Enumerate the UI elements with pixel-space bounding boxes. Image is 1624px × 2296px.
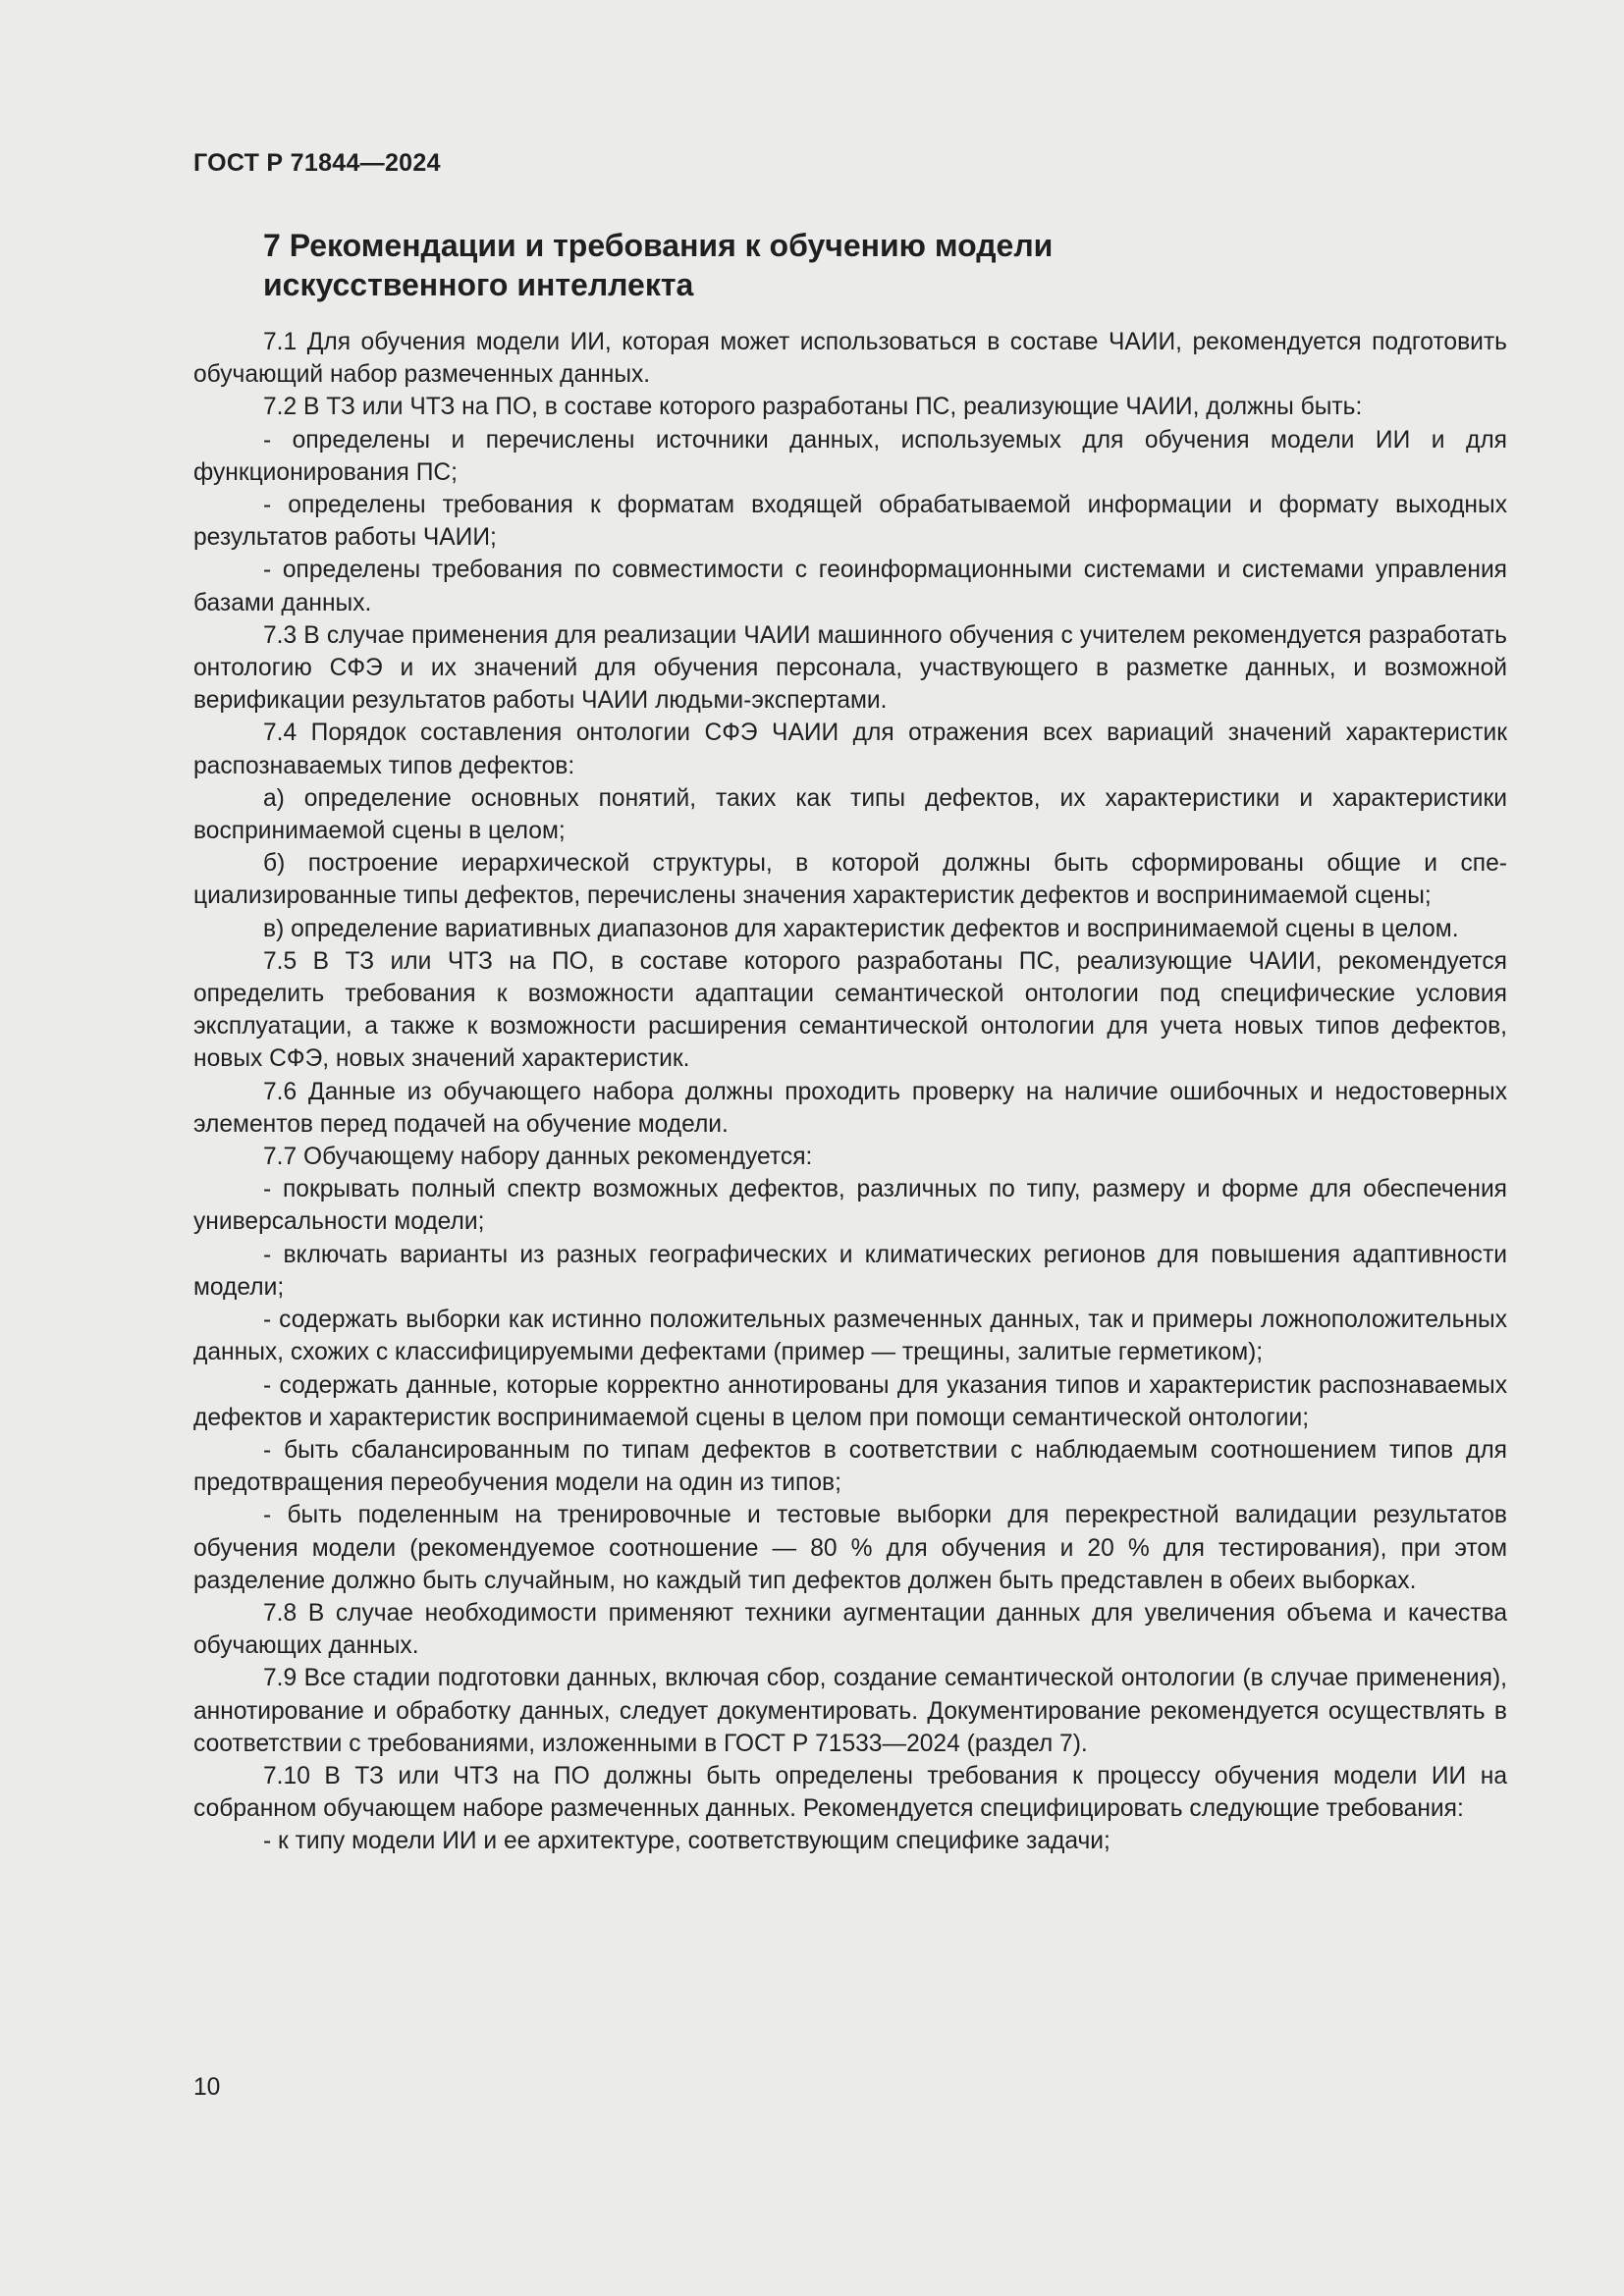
- list-item: - определены и перечислены источники данных, используемых для обучения модели ИИ и для функционирования ПС;: [193, 426, 1507, 486]
- list-item: - покрывать полный спектр возможных дефектов, различных по типу, размеру и форме для обеспечения универсальности модели;: [193, 1176, 1507, 1236]
- section-title: [263, 226, 1441, 304]
- paragraph: 7.2 В ТЗ или ЧТЗ на ПО, в составе которого разработаны ПС, реализующие ЧАИИ, должны быть:: [263, 394, 1363, 421]
- list-item: - к типу модели ИИ и ее архитектуре, соответствующим специфике задачи;: [263, 1828, 1110, 1855]
- section-body: [193, 326, 1507, 1858]
- paragraph: 7.10 В ТЗ или ЧТЗ на ПО должны быть определены требования к процессу обучения модели ИИ на собранном обучающем наборе размеченных данных. Рекомендуется специфицировать следующие требования:: [193, 1762, 1507, 1823]
- paragraph: 7.1 Для обучения модели ИИ, которая может использоваться в составе ЧАИИ, рекомендуется подготовить обучающий набор размеченных данных.: [193, 329, 1507, 389]
- paragraph: 7.7 Обучающему набору данных рекомендуется:: [263, 1144, 813, 1171]
- paragraph: 7.5 В ТЗ или ЧТЗ на ПО, в составе которого разработаны ПС, реализующие ЧАИИ, рекомендуется определить требования к возможности адаптации семантической онтологии под специфические условия эксплуатации, а также к возможности расширения семантической онтологии для учета новых типов дефектов, новых СФЭ, новых значений характеристик.: [193, 947, 1507, 1073]
- list-item: - определены требования по совместимости с геоинформационными системами и системами управления базами данных.: [193, 557, 1507, 616]
- list-item: а) определение основных понятий, таких как типы дефектов, их характеристики и характеристики воспринимаемой сцены в целом;: [193, 784, 1507, 845]
- paragraph: 7.4 Порядок составления онтологии СФЭ ЧАИИ для отражения всех вариаций значений характеристик распознаваемых типов дефектов:: [193, 720, 1507, 779]
- page-number: 10: [193, 2074, 221, 2101]
- paragraph: 7.9 Все стадии подготовки данных, включая сбор, создание семантической онтологии (в случае применения), аннотирование и обработку данных, следует документировать. Документирование рекомендуется осуществлять в соответствии с требованиями, изложенными в ГОСТ Р 71533—2024 (раздел 7).: [193, 1665, 1507, 1757]
- list-item: в) определение вариативных диапазонов для характеристик дефектов и воспринимаемой сцены в целом.: [263, 915, 1459, 942]
- list-item: б) построение иерархической структуры, в которой должны быть сформированы общие и специализированные типы дефектов, перечислены значения характеристик дефектов и воспринимаемой сцены;: [193, 850, 1507, 910]
- list-item: - содержать данные, которые корректно аннотированы для указания типов и характеристик распознаваемых дефектов и характеристик воспринимаемой сцены в целом при помощи семантической онтологии;: [193, 1371, 1507, 1431]
- list-item: - быть поделенным на тренировочные и тестовые выборки для перекрестной валидации результатов обучения модели (рекомендуемое соотношение — 80 % для обучения и 20 % для тестирования), при этом разделение должно быть случайным, но каждый тип дефектов должен быть представлен в обеих выборках.: [193, 1502, 1507, 1594]
- paragraph: 7.6 Данные из обучающего набора должны проходить проверку на наличие ошибочных и недостоверных элементов перед подачей на обучение модели.: [193, 1078, 1507, 1138]
- list-item: - определены требования к форматам входящей обрабатываемой информации и формату выходных результатов работы ЧАИИ;: [193, 492, 1507, 552]
- paragraph: 7.8 В случае необходимости применяют техники аугментации данных для увеличения объема и качества обучающих данных.: [193, 1599, 1507, 1660]
- list-item: - содержать выборки как истинно положительных размеченных данных, так и примеры ложноположительных данных, схожих с классифицируемыми дефектами (пример — трещины, залитые герметиком);: [193, 1307, 1507, 1366]
- list-item: - быть сбалансированным по типам дефектов в соответствии с наблюдаемым соотношением типов для предотвращения переобучения модели на один из типов;: [193, 1436, 1507, 1497]
- document-header: ГОСТ Р 71844—2024: [193, 149, 441, 177]
- list-item: - включать варианты из разных географических и климатических регионов для повышения адаптивности модели;: [193, 1241, 1507, 1301]
- section-title-line2: искусственного интеллекта: [263, 267, 694, 302]
- section-title-line1: 7 Рекомендации и требования к обучению модели: [263, 228, 1054, 263]
- paragraph: 7.3 В случае применения для реализации ЧАИИ машинного обучения с учителем рекомендуется разработать онтологию СФЭ и их значений для обучения персонала, участвующего в разметке данных, и возможной верификации результатов работы ЧАИИ людьми-экспертами.: [193, 621, 1507, 715]
